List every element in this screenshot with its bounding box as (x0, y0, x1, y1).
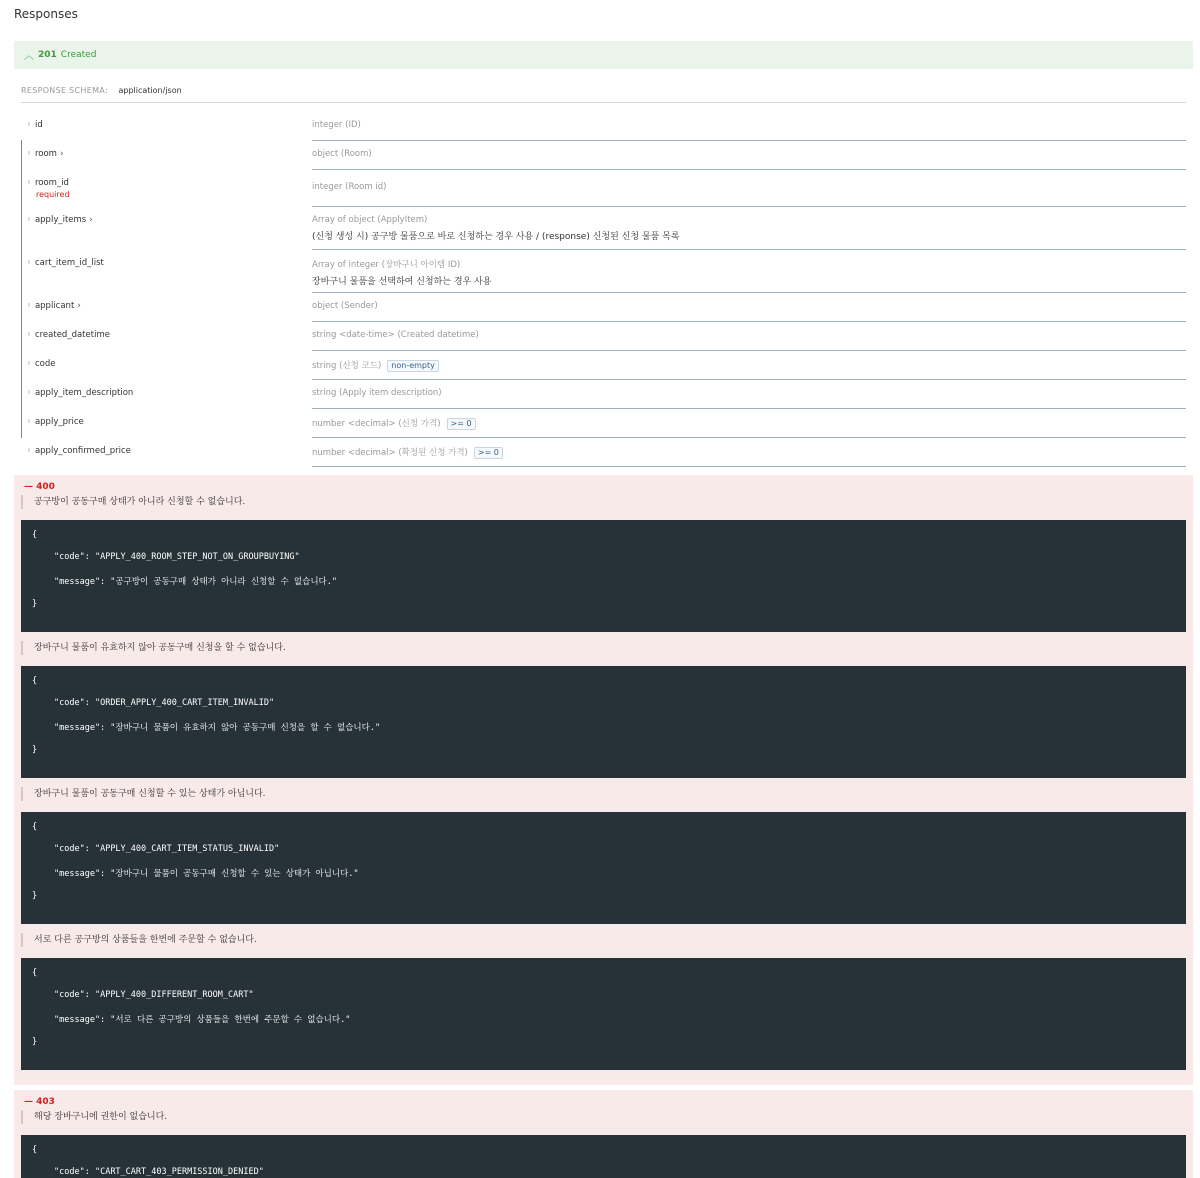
bullet-icon: ı (28, 149, 30, 157)
constraint-badge: >= 0 (474, 447, 503, 459)
bullet-icon: ı (28, 388, 30, 396)
bullet-icon: ı (28, 178, 30, 186)
property-name[interactable]: ı apply_items › (28, 215, 93, 225)
property-description: (신청 생성 시) 공구방 물품으로 바로 신청하는 경우 사용 / (response) 신청된 신청 물품 목록 (312, 232, 680, 242)
minus-icon: — (24, 1097, 37, 1107)
bullet-icon: ı (28, 446, 30, 454)
bullet-icon: ı (28, 120, 30, 128)
bullet-icon: ı (28, 417, 30, 425)
bullet-icon: ı (28, 359, 30, 367)
schema-row-apply-confirmed-price (28, 446, 1186, 467)
schema-row-applicant[interactable] (28, 301, 1186, 322)
constraint-badge: >= 0 (447, 418, 476, 430)
constraint-badge: non-empty (387, 360, 439, 372)
response-schema-header (21, 86, 1186, 103)
property-name: ı apply_confirmed_price (28, 446, 131, 456)
tree-connector (21, 140, 22, 438)
property-type: string <date-time> (Created datetime) (312, 330, 1186, 351)
property-type: number <decimal> (신청 가격) >= 0 (312, 417, 1186, 438)
chevron-right-icon[interactable]: › (59, 149, 64, 159)
property-name: ı created_datetime (28, 330, 110, 340)
schema-row-cart-item-id-list (28, 258, 1186, 293)
property-name: ı room_id required (28, 178, 298, 199)
property-name[interactable]: ı room › (28, 149, 64, 159)
page-title: Responses (14, 7, 78, 21)
code-example: { "code": "APPLY_400_DIFFERENT_ROOM_CART" "message": "서로 다른 공구방의 상품들을 한번에 주문할 수 없습니다." } (21, 958, 1186, 1070)
error-message: 장바구니 물품이 유효하지 않아 공동구매 신청을 할 수 없습니다. (21, 641, 286, 655)
required-label: required (36, 190, 70, 199)
response-403-header[interactable]: — 403 (24, 1097, 55, 1107)
property-name: ı cart_item_id_list (28, 258, 104, 268)
bullet-icon: ı (28, 301, 30, 309)
schema-row-code (28, 359, 1186, 380)
bullet-icon: ı (28, 215, 30, 223)
error-message: 장바구니 물품이 공동구매 신청할 수 있는 상태가 아닙니다. (21, 787, 266, 801)
error-message: 해당 장바구니에 권한이 없습니다. (21, 1110, 167, 1124)
property-type: Array of object (ApplyItem) (신청 생성 시) 공구방 물품으로 바로 신청하는 경우 사용 / (response) 신청된 신청 물품 목록 (312, 215, 1186, 250)
property-description: 장바구니 물품을 선택하여 신청하는 경우 사용 (312, 277, 492, 287)
property-name: ı code (28, 359, 56, 369)
schema-row-apply-price (28, 417, 1186, 438)
minus-icon: — (24, 482, 37, 492)
schema-row-room[interactable] (28, 149, 1186, 170)
property-type: integer (Room id) (312, 178, 1186, 207)
response-400-block (14, 475, 1193, 1085)
property-name: ı id (28, 120, 43, 130)
schema-row-room-id (28, 178, 1186, 207)
code-example: { "code": "ORDER_APPLY_400_CART_ITEM_INVALID" "message": "장바구니 물품이 유효하지 않아 공동구매 신청을 할 수 없습니다." } (21, 666, 1186, 778)
schema-label: RESPONSE SCHEMA: (21, 86, 108, 95)
response-400-header[interactable]: — 400 (24, 482, 55, 492)
chevron-right-icon[interactable]: › (89, 215, 93, 225)
bullet-icon: ı (28, 330, 30, 338)
chevron-up-icon: ︿ (24, 50, 34, 62)
schema-row-apply-items[interactable] (28, 215, 1186, 250)
bullet-icon: ı (28, 258, 30, 266)
property-type: object (Room) (312, 149, 1186, 170)
code-example: { "code": "APPLY_400_ROOM_STEP_NOT_ON_GROUPBUYING" "message": "공구방이 공동구매 상태가 아니라 신청할 수 없습니다." } (21, 520, 1186, 632)
schema-row-apply-item-description (28, 388, 1186, 409)
property-name[interactable]: ı applicant › (28, 301, 81, 311)
response-code: 201 (38, 50, 57, 60)
content-type: application/json (118, 86, 182, 95)
schema-row-id (28, 120, 1186, 141)
chevron-right-icon[interactable]: › (77, 301, 81, 311)
response-label: Created (60, 50, 97, 60)
property-type: object (Sender) (312, 301, 1186, 322)
property-name: ı apply_price (28, 417, 84, 427)
response-403-block (14, 1090, 1193, 1178)
response-201-header[interactable] (14, 41, 1193, 69)
schema-row-created-datetime (28, 330, 1186, 351)
property-type: Array of integer (장바구니 아이템 ID) 장바구니 물품을 선택하여 신청하는 경우 사용 (312, 258, 1186, 293)
property-type: number <decimal> (확정된 신청 가격) >= 0 (312, 446, 1186, 467)
property-type: integer (ID) (312, 120, 1186, 141)
code-example: { "code": "CART_CART_403_PERMISSION_DENIED" (21, 1135, 1186, 1178)
error-message: 공구방이 공동구매 상태가 아니라 신청할 수 없습니다. (21, 495, 245, 509)
error-message: 서로 다른 공구방의 상품들을 한번에 주문할 수 없습니다. (21, 933, 257, 947)
property-name: ı apply_item_description (28, 388, 134, 398)
code-example: { "code": "APPLY_400_CART_ITEM_STATUS_INVALID" "message": "장바구니 물품이 공동구매 신청할 수 있는 상태가 아닙니다." } (21, 812, 1186, 924)
property-type: string (Apply item description) (312, 388, 1186, 409)
property-type: string (신청 코드) non-empty (312, 359, 1186, 380)
